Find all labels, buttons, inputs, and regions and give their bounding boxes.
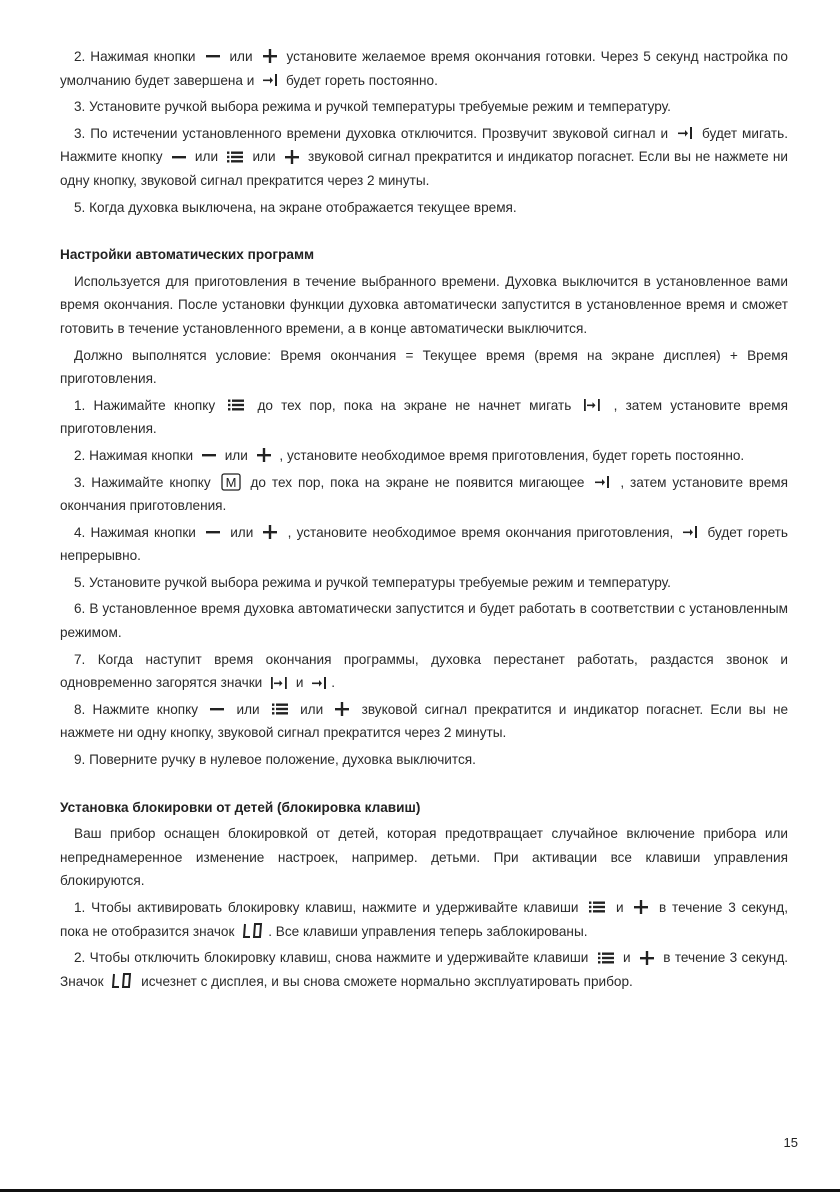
text-fragment: . [331, 675, 335, 691]
cook-time-icon [583, 398, 601, 412]
text-fragment: . Все клавиши управления теперь заблокированы. [268, 923, 588, 939]
menu-list-icon [226, 150, 244, 164]
text-fragment: 2. Нажимая кнопки [74, 49, 196, 64]
lock-lo-icon [111, 972, 133, 990]
text-fragment: установите желаемое время окончания готовки. Через 5 секунд настройка по умолчанию будет завершена и [60, 49, 788, 88]
text-fragment: , затем установите время приготовления. [60, 397, 788, 437]
end-time-icon [311, 676, 327, 690]
plus-icon [639, 950, 655, 966]
end-time-icon [594, 475, 610, 489]
text-fragment: или [194, 149, 219, 165]
text-fragment: и [295, 675, 304, 691]
text-fragment: до тех пор, пока на экране не появится мигающее [250, 474, 585, 490]
text-fragment: 2. Нажимая кнопки [74, 447, 194, 463]
paragraph: 6. В установленное время духовка автоматически запустится и будет работать в соответствии с установленным режимом. [60, 601, 788, 641]
text-fragment: 7. Когда наступит время окончания программы, духовка перестанет работать, раздастся звонок и одновременно загорятся значки [60, 651, 788, 691]
text-fragment: или [252, 149, 276, 165]
text-fragment: звуковой сигнал прекратится и индикатор погаснет. Если вы не нажмете ни одну кнопку, звуковой сигнал прекратится через 2 минуты. [60, 701, 789, 741]
cook-time-icon [270, 676, 288, 690]
text-fragment: до тех пор, пока на экране не начнет мигать [257, 397, 572, 413]
text-fragment: в течение 3 секунд. Значок [60, 950, 789, 989]
end-time-icon [682, 525, 698, 539]
menu-list-icon [597, 951, 615, 965]
paragraph: Должно выполнятся условие: Время окончания = Текущее время (время на экране дисплея) + Время приготовления. [60, 347, 788, 387]
plus-icon [633, 899, 649, 915]
paragraph [60, 444, 788, 468]
paragraph: Используется для приготовления в течение выбранного времени. Духовка выключится в установленное вами время окончания. После установки функции духовка автоматически запустится в установленное время и сможет готовить в течение установленного времени, а в конце автоматически выключится. [60, 273, 788, 336]
paragraph: 9. Поверните ручку в нулевое положение, духовка выключится. [74, 752, 476, 768]
lock-lo-icon [242, 922, 264, 940]
minus-icon [205, 525, 221, 539]
text-fragment: звуковой сигнал прекратится и индикатор погаснет. Если вы не нажмете ни одну кнопку, звуковой сигнал прекратится через 2 минуты. [60, 149, 789, 188]
plus-icon [334, 701, 350, 717]
minus-icon [209, 702, 225, 716]
menu-list-icon [271, 702, 289, 716]
text-fragment: 1. Нажимайте кнопку [74, 397, 216, 413]
minus-icon [171, 150, 187, 164]
end-time-icon [262, 73, 278, 87]
text-fragment: 1. Чтобы активировать блокировку клавиш, нажмите и удерживайте клавиши [74, 900, 579, 915]
page-number: 15 [783, 1135, 798, 1150]
paragraph [60, 122, 788, 193]
svg-text:M: M [225, 474, 236, 490]
text-fragment: 4. Нажимая кнопки [74, 524, 196, 540]
document-page [60, 45, 788, 993]
plus-icon [256, 447, 272, 463]
text-fragment: будет мигать. Нажмите кнопку [60, 125, 789, 165]
text-fragment: , установите необходимое время приготовления, будет гореть постоянно. [279, 447, 745, 463]
text-fragment: исчезнет с дисплея, и вы снова сможете нормально эксплуатировать прибор. [141, 973, 633, 989]
paragraph [60, 521, 788, 568]
minus-icon [201, 448, 217, 462]
text-fragment: будет гореть постоянно. [285, 72, 438, 88]
menu-list-icon [588, 900, 606, 914]
paragraph [60, 45, 788, 92]
text-fragment: в течение 3 секунд, пока не отобразится значок [60, 900, 789, 939]
paragraph: 5. Когда духовка выключена, на экране отображается текущее время. [74, 199, 517, 215]
paragraph: 5. Установите ручкой выбора режима и ручкой температуры требуемые режим и температуру. [74, 574, 671, 590]
paragraph [60, 648, 788, 695]
text-fragment: или [230, 524, 254, 540]
end-time-icon [677, 126, 693, 140]
text-fragment: или [229, 49, 253, 64]
text-fragment: 8. Нажмите кнопку [74, 701, 199, 717]
paragraph [60, 698, 788, 745]
text-fragment: или [224, 447, 248, 463]
plus-icon [262, 524, 278, 540]
text-fragment: и [615, 900, 624, 915]
paragraph [60, 471, 788, 518]
paragraph [60, 946, 788, 993]
plus-icon [284, 149, 300, 165]
paragraph: Ваш прибор оснащен блокировкой от детей, которая предотвращает случайное включение прибора или непреднамеренное изменение настроек, например. детьми. При активации все клавиши управления блокируются. [60, 826, 788, 889]
text-fragment: , затем установите время окончания приготовления. [60, 474, 788, 514]
plus-icon [262, 48, 278, 64]
mode-m-icon [221, 473, 241, 491]
menu-list-icon [227, 398, 245, 412]
text-fragment: будет гореть непрерывно. [60, 524, 788, 564]
section-heading: Настройки автоматических программ [60, 247, 315, 263]
text-fragment: 3. Нажимайте кнопку [74, 474, 211, 490]
minus-icon [205, 49, 221, 63]
text-fragment: или [236, 701, 260, 717]
paragraph [60, 896, 788, 943]
text-fragment: 2. Чтобы отключить блокировку клавиш, снова нажмите и удерживайте клавиши [74, 950, 589, 966]
text-fragment: , установите необходимое время окончания приготовления, [287, 524, 674, 540]
paragraph: 3. Установите ручкой выбора режима и ручкой температуры требуемые режим и температуру. [74, 99, 671, 115]
section-heading: Установка блокировки от детей (блокировка клавиш) [60, 799, 421, 815]
text-fragment: 3. По истечении установленного времени духовка отключится. Прозвучит звуковой сигнал и [74, 125, 669, 141]
paragraph [60, 394, 788, 441]
text-fragment: или [300, 701, 324, 717]
text-fragment: и [623, 950, 631, 966]
